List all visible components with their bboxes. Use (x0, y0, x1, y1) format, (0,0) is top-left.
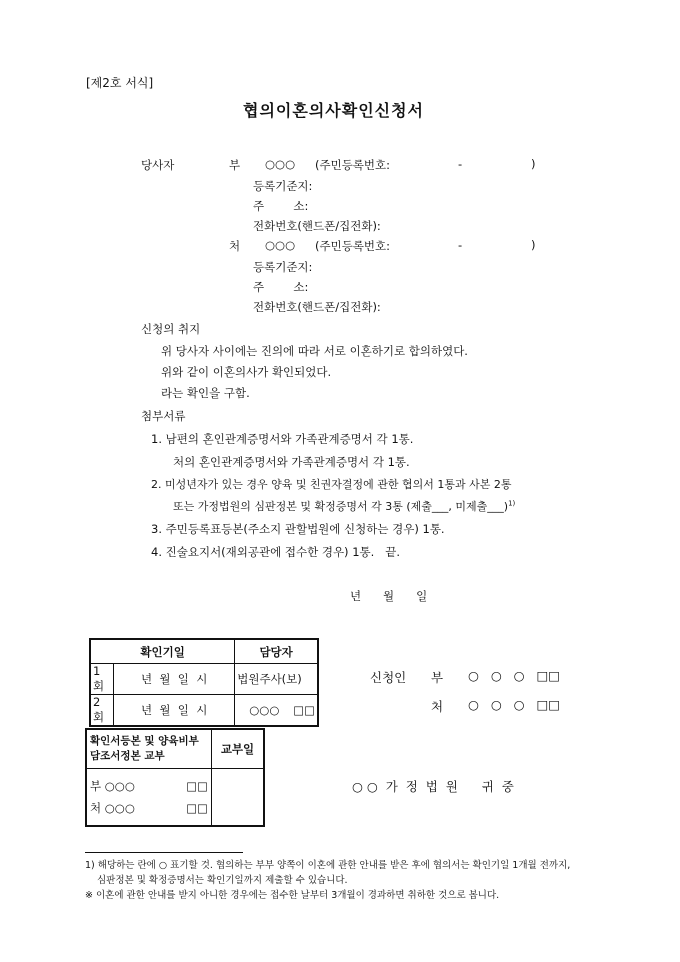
husband-name: ○○○ (265, 157, 296, 171)
wife-role: 처 (229, 239, 241, 253)
attachments-heading: 첨부서류 (141, 409, 186, 423)
confirm-col-staff: 담당자 (235, 639, 318, 664)
wife-id-dash: - (458, 238, 463, 252)
wife-name: ○○○ (265, 238, 296, 252)
delivery-date-cell (212, 769, 265, 827)
applicant-husband-role: 부 (431, 670, 444, 685)
attachment-1b: 처의 혼인관계증명서와 가족관계증명서 각 1통. (173, 455, 410, 469)
delivery-header: 확인서등본 및 양육비부담조서정본 교부 (86, 729, 212, 769)
footnote-1a: 1) 해당하는 란에 ○ 표기할 것. 협의하는 부부 양쪽이 이혼에 관한 안내를 받은 후에 협의서는 확인기일 1개월 전까지, (85, 860, 571, 871)
wife-phone-label: 전화번호(핸드폰/집전화): (253, 300, 381, 314)
husband-registry-label: 등록기준지: (253, 179, 313, 193)
husband-id-dash: - (458, 157, 463, 171)
end-mark: 끝. (385, 545, 401, 559)
purpose-line-1: 위 당사자 사이에는 진의에 따라 서로 이혼하기로 합의하였다. (161, 344, 468, 358)
husband-id-label: (주민등록번호: (315, 158, 391, 172)
confirm-table (89, 638, 319, 727)
purpose-heading: 신청의 취지 (141, 322, 201, 336)
date-line: 년 월 일 (350, 589, 428, 603)
footnote-1b: 심판정본 및 확정증명서는 확인기일까지 제출할 수 있습니다. (97, 875, 348, 886)
page-title: 협의이혼의사확인신청서 (243, 101, 425, 120)
parties-label: 당사자 (141, 158, 175, 172)
delivery-rows (86, 769, 212, 827)
confirm-row-staff: ○○○ □□ (235, 695, 318, 727)
confirm-row-no: 1회 (90, 664, 114, 695)
applicant-wife-role: 처 (431, 699, 444, 714)
attachment-4: 4. 진술요지서(재외공관에 접수한 경우) 1통. 끝. (151, 545, 401, 559)
wife-id-label: (주민등록번호: (315, 239, 391, 253)
confirm-row-date: 년 월 일 시 (114, 664, 235, 695)
form-number: [제2호 서식] (86, 76, 154, 90)
delivery-row: 처 ○○○ □□ (90, 801, 208, 815)
confirm-col-date: 확인기일 (90, 639, 235, 664)
applicant-husband-marks: ○ ○ ○ □□ (468, 668, 561, 683)
wife-id-close: ) (531, 238, 536, 252)
delivery-table (85, 728, 265, 827)
husband-address-label: 주 소: (253, 199, 309, 213)
delivery-row: 부 ○○○ □□ (90, 779, 208, 793)
purpose-line-2: 위와 같이 이혼의사가 확인되었다. (161, 365, 332, 379)
confirm-row-staff: 법원주사(보) (235, 664, 318, 695)
applicant-wife-marks: ○ ○ ○ □□ (468, 697, 561, 712)
court-name: ○ ○ 가 정 법 원 귀 중 (352, 779, 514, 794)
wife-address-label: 주 소: (253, 280, 309, 294)
husband-role: 부 (229, 158, 241, 172)
confirm-row-no: 2회 (90, 695, 114, 727)
husband-id-close: ) (531, 157, 536, 171)
footnote-ref: 1) (508, 499, 516, 508)
husband-phone-label: 전화번호(핸드폰/집전화): (253, 219, 381, 233)
footnote-separator (85, 852, 243, 853)
attachment-1a: 1. 남편의 혼인관계증명서와 가족관계증명서 각 1통. (151, 432, 414, 446)
confirm-row-date: 년 월 일 시 (114, 695, 235, 727)
purpose-line-3: 라는 확인을 구함. (161, 386, 250, 400)
attachment-3: 3. 주민등록표등본(주소지 관할법원에 신청하는 경우) 1통. (151, 522, 445, 536)
attachment-2b: 또는 가정법원의 심판정본 및 확정증명서 각 3통 (제출___, 미제출___)$^{1)}$ (173, 499, 516, 513)
wife-registry-label: 등록기준지: (253, 260, 313, 274)
footnote-2: ※ 이혼에 관한 안내를 받지 아니한 경우에는 접수한 날부터 3개월이 경과하면 취하한 것으로 봅니다. (85, 890, 500, 901)
applicant-label: 신청인 (370, 670, 407, 685)
delivery-date-header: 교부일 (212, 729, 265, 769)
attachment-2a: 2. 미성년자가 있는 경우 양육 및 친권자결정에 관한 협의서 1통과 사본 2통 (151, 478, 512, 491)
